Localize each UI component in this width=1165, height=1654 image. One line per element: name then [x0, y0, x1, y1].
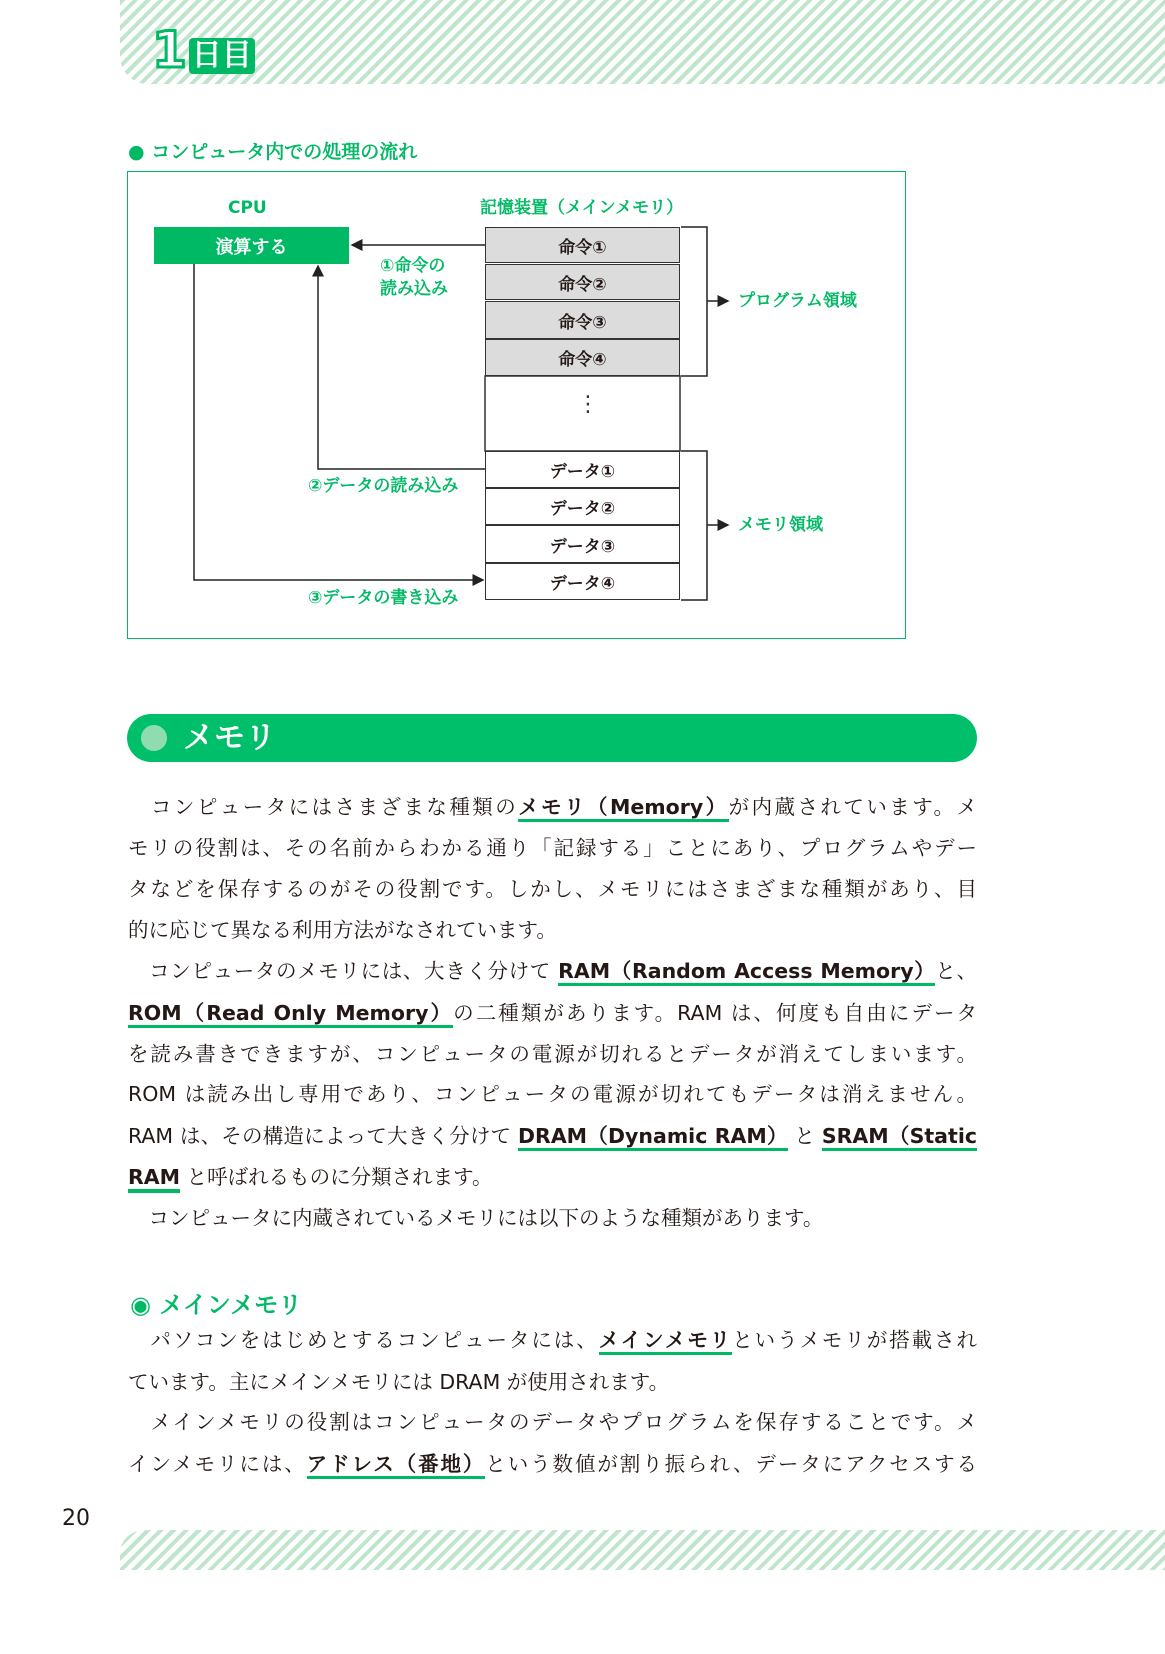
- keyword-term: DRAM（Dynamic RAM）: [518, 1124, 788, 1151]
- figure-caption: ● コンピュータ内での処理の流れ: [128, 141, 418, 163]
- text-segment: と呼ばれるものに分類されます。: [180, 1165, 493, 1189]
- text-segment: コンピュータに内蔵されているメモリには以下のような種類があります。: [128, 1206, 824, 1230]
- keyword-term: SRAM（Static: [822, 1124, 977, 1151]
- instruction-cell: 命令②: [485, 264, 680, 300]
- text-line: [128, 1121, 977, 1151]
- text-segment: インメモリには、: [128, 1452, 307, 1476]
- keyword-term: メモリ（Memory）: [518, 795, 728, 822]
- text-line: [128, 1079, 977, 1109]
- keyword-term: RAM（Random Access Memory）: [558, 959, 935, 986]
- text-segment: パソコンをはじめとするコンピュータには、: [128, 1328, 599, 1352]
- text-segment: というメモリが搭載され: [732, 1328, 977, 1352]
- text-line: [128, 1325, 977, 1355]
- text-segment: が内蔵されています。メ: [728, 795, 977, 819]
- data-cell: データ③: [485, 525, 680, 563]
- text-line: [128, 833, 977, 863]
- day-label: 日目: [189, 38, 255, 74]
- text-segment: と: [787, 1124, 822, 1148]
- text-line: [128, 1203, 977, 1233]
- text-line: [128, 1449, 977, 1479]
- step2-label: ②データの読み込み: [308, 476, 459, 496]
- text-segment: を読み書きできますが、コンピュータの電源が切れるとデータが消えてしまいます。: [128, 1042, 977, 1066]
- cpu-box: 演算する: [154, 227, 349, 264]
- subsection-title: ◉ メインメモリ: [130, 1291, 303, 1319]
- text-segment: コンピュータのメモリには、大きく分けて: [128, 959, 559, 983]
- program-bracket: [681, 227, 707, 376]
- instruction-cell: 命令③: [485, 301, 680, 339]
- memory-bracket: [681, 451, 707, 600]
- text-line: [128, 998, 977, 1028]
- text-line: [128, 792, 977, 822]
- cpu-label: CPU: [228, 198, 267, 218]
- memory-label: 記憶装置（メインメモリ）: [480, 198, 684, 218]
- text-segment: ROM は読み出し専用であり、コンピュータの電源が切れてもデータは消えません。: [128, 1082, 977, 1106]
- text-line: [128, 1039, 977, 1069]
- step3-label: ③データの書き込み: [308, 588, 459, 608]
- program-area-label: プログラム領域: [738, 291, 857, 311]
- keyword-term: ROM（Read Only Memory）: [128, 1001, 453, 1028]
- text-line: [128, 1367, 977, 1397]
- text-line: [128, 1162, 977, 1192]
- ellipsis: ⋮: [577, 392, 599, 417]
- text-segment: タなどを保存するのがその役割です。しかし、メモリにはさまざまな種類があり、目: [128, 877, 977, 901]
- text-line: [128, 956, 977, 986]
- arrow-data-write: [194, 264, 483, 580]
- text-segment: と、: [935, 959, 977, 983]
- text-segment: ています。主にメインメモリには DRAM が使用されます。: [128, 1370, 670, 1394]
- text-segment: の二種類があります。RAM は、何度も自由にデータ: [453, 1001, 977, 1025]
- keyword-term: RAM: [128, 1165, 180, 1193]
- step1-label-2: 読み込み: [380, 279, 448, 299]
- section-header: [127, 714, 977, 762]
- text-line: [128, 874, 977, 904]
- section-title: メモリ: [183, 720, 276, 756]
- day-number: 1: [152, 21, 187, 79]
- text-line: [128, 915, 977, 945]
- step1-label-1: ①命令の: [380, 256, 446, 276]
- text-segment: コンピュータにはさまざまな種類の: [128, 795, 519, 819]
- circle-icon: [141, 725, 167, 751]
- text-segment: メインメモリの役割はコンピュータのデータやプログラムを保存することです。メ: [128, 1410, 977, 1434]
- data-cell: データ④: [485, 563, 680, 600]
- text-line: [128, 1407, 977, 1437]
- text-segment: という数値が割り振られ、データにアクセスする: [485, 1452, 977, 1476]
- memory-area-label: メモリ領域: [738, 515, 823, 535]
- page-number: 20: [62, 1506, 90, 1531]
- keyword-term: アドレス（番地）: [307, 1452, 486, 1479]
- instruction-cell: 命令①: [485, 227, 680, 263]
- footer-band: [120, 1530, 1165, 1570]
- text-segment: RAM は、その構造によって大きく分けて: [128, 1124, 519, 1148]
- keyword-term: メインメモリ: [599, 1328, 733, 1355]
- data-cell: データ②: [485, 488, 680, 525]
- text-segment: 的に応じて異なる利用方法がなされています。: [128, 918, 557, 942]
- text-segment: モリの役割は、その名前からわかる通り「記録する」ことにあり、プログラムやデー: [128, 836, 977, 860]
- instruction-cell: 命令④: [485, 339, 680, 376]
- data-cell: データ①: [485, 451, 680, 488]
